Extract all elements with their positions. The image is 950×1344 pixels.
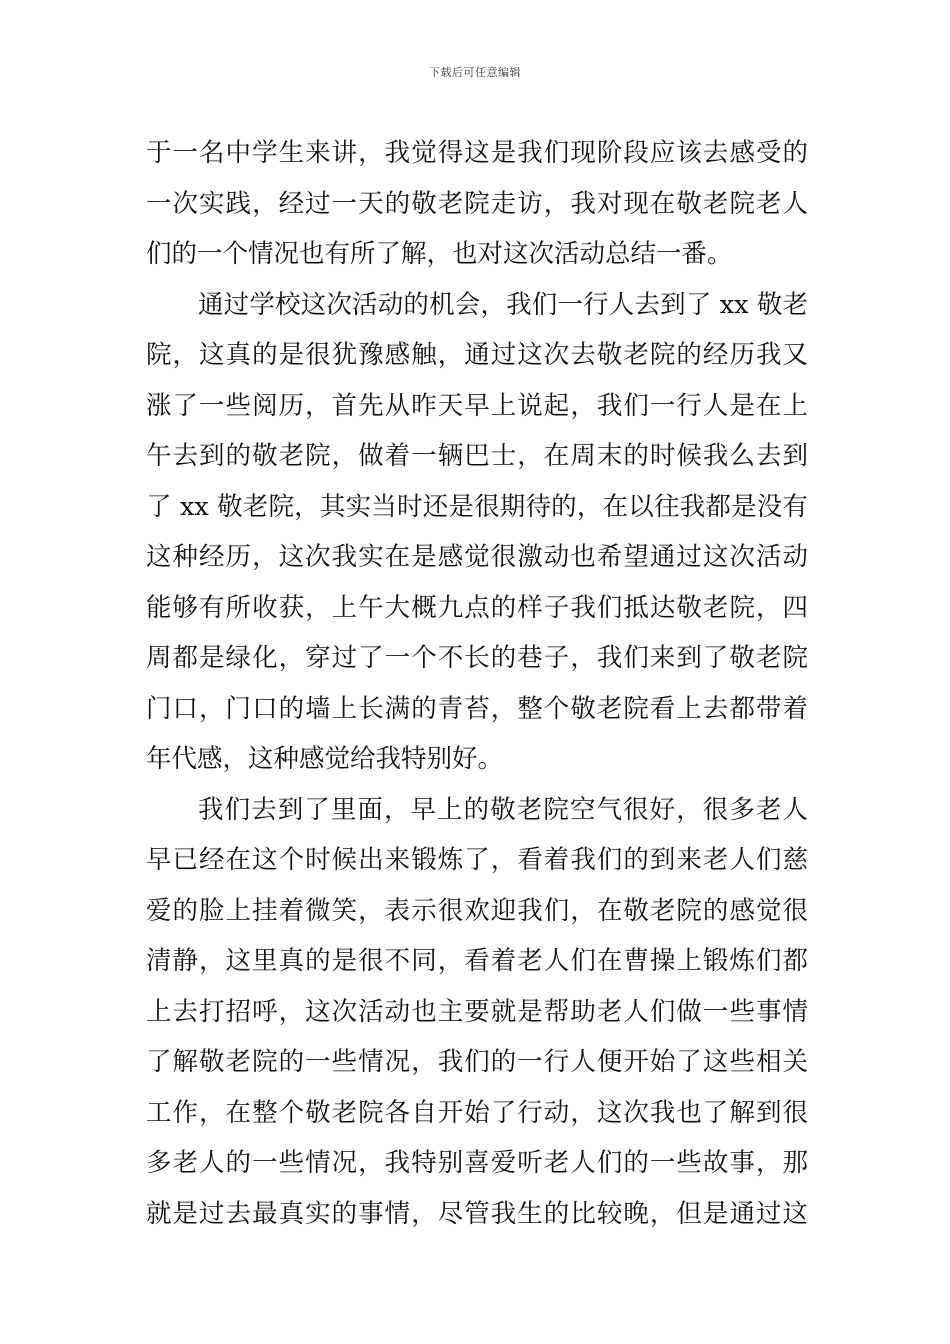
text-line: 一次实践，经过一天的敬老院走访，我对现在敬老院老人	[146, 188, 808, 219]
text-line: 清静，这里真的是很不同，看着老人们在曹操上锻炼们都	[146, 946, 808, 976]
text-line: 工作，在整个敬老院各自开始了行动，这次我也了解到很	[146, 1097, 808, 1128]
page-header: 下载后可任意编辑	[429, 66, 521, 79]
text-line: 了 xx 敬老院，其实当时还是很期待的，在以往我都是没有	[146, 491, 808, 522]
text-line: 能够有所收获，上午大概九点的样子我们抵达敬老院，四	[146, 592, 808, 623]
text-line: 门口，门口的墙上长满的青苔，整个敬老院看上去都带着	[146, 693, 808, 724]
text-line: 爱的脸上挂着微笑，表示很欢迎我们，在敬老院的感觉很	[146, 895, 808, 926]
text-line: 通过学校这次活动的机会，我们一行人去到了 xx 敬老	[198, 289, 808, 320]
text-line: 于一名中学生来讲，我觉得这是我们现阶段应该去感受的	[146, 138, 808, 168]
text-line: 院，这真的是很犹豫感触，通过这次去敬老院的经历我又	[146, 340, 808, 370]
text-line: 们的一个情况也有所了解，也对这次活动总结一番。	[146, 239, 733, 269]
text-line: 我们去到了里面，早上的敬老院空气很好，很多老人	[198, 794, 808, 825]
text-line: 就是过去最真实的事情，尽管我生的比较晚，但是通过这	[146, 1198, 808, 1229]
text-line: 早已经在这个时候出来锻炼了，看着我们的到来老人们慈	[146, 845, 808, 875]
text-line: 涨了一些阅历，首先从昨天早上说起，我们一行人是在上	[146, 390, 808, 421]
text-line: 了解敬老院的一些情况，我们的一行人便开始了这些相关	[146, 1047, 808, 1077]
text-line: 年代感，这种感觉给我特别好。	[146, 744, 504, 774]
text-line: 午去到的敬老院，做着一辆巴士，在周末的时候我么去到	[146, 441, 808, 471]
text-line: 上去打招呼，这次活动也主要就是帮助老人们做一些事情	[146, 996, 808, 1027]
text-line: 多老人的一些情况，我特别喜爱听老人们的一些故事，那	[146, 1148, 808, 1178]
body-text	[146, 128, 808, 1239]
text-line: 周都是绿化，穿过了一个不长的巷子，我们来到了敬老院	[146, 643, 808, 673]
text-line: 这种经历，这次我实在是感觉很激动也希望通过这次活动	[146, 542, 808, 572]
